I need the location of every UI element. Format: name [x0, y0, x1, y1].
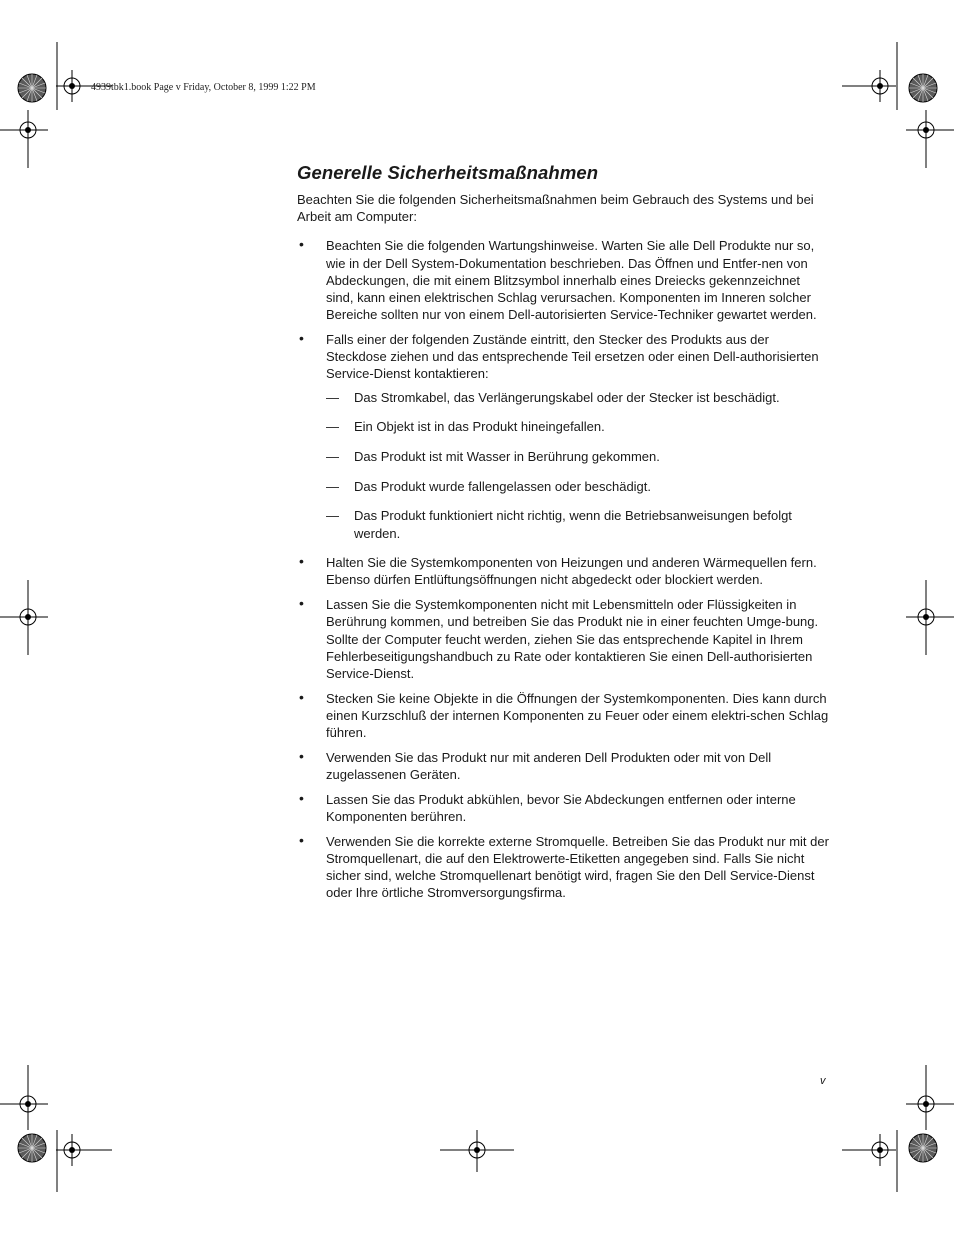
intro-paragraph: Beachten Sie die folgenden Sicherheitsmaßnahmen beim Gebrauch des Systems und bei Arbeit am Computer: [297, 192, 814, 225]
dash-icon: — [326, 389, 339, 405]
dash-icon: — [326, 448, 339, 464]
sub-list-item-text: Das Produkt ist mit Wasser in Berührung gekommen. [354, 448, 660, 464]
color-bar-star-icon [909, 74, 937, 102]
registration-mark-icon [864, 1134, 896, 1166]
list-item-text: Verwenden Sie das Produkt nur mit anderen Dell Produkten oder mit von Dell zugelassenen Geräten. [326, 749, 772, 782]
list-item [297, 596, 831, 682]
list-item [297, 237, 831, 323]
conditions-list [326, 389, 831, 542]
color-bar-star-icon [909, 1134, 937, 1162]
sub-list-item-text: Das Stromkabel, das Verlängerungskabel oder der Stecker ist beschädigt. [354, 389, 780, 405]
page-number: v [820, 1075, 826, 1087]
bullet-icon: • [299, 553, 304, 570]
registration-mark-icon [910, 601, 942, 633]
list-item-text: Falls einer der folgenden Zustände eintritt, den Stecker des Produkts aus der Steckdose ziehen und das entsprechende Teil ersetzen oder einen Dell-authorisierten Service-Dienst kontaktieren: [326, 331, 819, 382]
precautions-list [297, 237, 831, 901]
list-item-text: Lassen Sie die Systemkomponenten nicht mit Lebensmitteln oder Flüssigkeiten in Berührung kommen, und betreiben Sie das Produkt nie in einer feuchten Umge-bung. Sollte der Computer feucht werden, ziehen Sie das entsprechende Kapitel in Ihrem Fehlerbeseitigungshandbuch zu Rate oder kontaktieren Sie einen Dell-authorisierten Service-Dienst. [326, 597, 819, 681]
sub-list-item-text: Ein Objekt ist in das Produkt hineingefallen. [354, 419, 605, 435]
bullet-icon: • [299, 688, 304, 705]
registration-mark-icon [56, 70, 88, 102]
registration-mark-icon [910, 1088, 942, 1120]
list-item [297, 690, 831, 742]
registration-mark-icon [864, 70, 896, 102]
color-bar-star-icon [18, 74, 46, 102]
list-item-text: Verwenden Sie die korrekte externe Stromquelle. Betreiben Sie das Produkt nur mit der Stromquellenart, die auf den Elektrowerte-Etiketten angegeben sind. Falls Sie nicht sicher sind, welche Stromquellenart benötigt wird, fragen Sie den Dell Service-Dienst oder Ihre örtliche Stromversorgungsfirma. [326, 833, 829, 901]
list-item [297, 791, 831, 825]
safety-section [297, 160, 831, 909]
sub-list-item [326, 507, 831, 541]
bullet-icon: • [299, 595, 304, 612]
dash-icon: — [326, 508, 339, 524]
registration-mark-icon [12, 601, 44, 633]
bullet-icon: • [299, 831, 304, 848]
list-item [297, 554, 831, 588]
print-slug: 4939tbk1.book Page v Friday, October 8, 1999 1:22 PM [91, 82, 316, 93]
registration-mark-icon [910, 114, 942, 146]
list-item-text: Lassen Sie das Produkt abkühlen, bevor Sie Abdeckungen entfernen oder interne Komponenten berühren. [326, 791, 796, 824]
sub-list-item [326, 448, 831, 465]
list-item-text: Stecken Sie keine Objekte in die Öffnungen der Systemkomponenten. Dies kann durch einen Kurzschluß der internen Komponenten zu Feuer oder einem elektri-schen Schlag führen. [326, 690, 829, 741]
dash-icon: — [326, 478, 339, 494]
dash-icon: — [326, 419, 339, 435]
bullet-icon: • [299, 789, 304, 806]
sub-list-item [326, 418, 831, 435]
section-title: Generelle Sicherheitsmaßnahmen [297, 162, 599, 183]
bullet-icon: • [299, 329, 304, 346]
bullet-icon: • [299, 747, 304, 764]
registration-mark-icon [12, 1088, 44, 1120]
registration-mark-icon [56, 1134, 88, 1166]
color-bar-star-icon [18, 1134, 46, 1162]
registration-mark-icon [12, 114, 44, 146]
list-item [297, 833, 831, 902]
sub-list-item [326, 478, 831, 495]
list-item-text: Beachten Sie die folgenden Wartungshinweise. Warten Sie alle Dell Produkte nur so, wie in der Dell System-Dokumentation beschrieben. Das Öffnen und Entfer-nen von Abdeckungen, die mit einem Blitzsymbol innerhalb eines Dreiecks gekennzeichnet sind, kann einen elektrischen Schlag verursachen. Komponenten im Inneren solcher Bereiche sollten nur von einem Dell-autorisierten Service-Techniker gewartet werden. [326, 238, 817, 323]
bullet-icon: • [299, 236, 304, 253]
registration-mark-icon [461, 1134, 493, 1166]
sub-list-item-text: Das Produkt funktioniert nicht richtig, wenn die Betriebsanweisungen befolgt werden. [354, 508, 792, 541]
list-item [297, 749, 831, 783]
list-item-text: Halten Sie die Systemkomponenten von Heizungen und anderen Wärmequellen fern. Ebenso dürfen Entlüftungsöffnungen nicht abgedeckt oder blockiert werden. [326, 555, 817, 588]
list-item [297, 331, 831, 542]
sub-list-item [326, 389, 831, 406]
sub-list-item-text: Das Produkt wurde fallengelassen oder beschädigt. [354, 478, 652, 494]
